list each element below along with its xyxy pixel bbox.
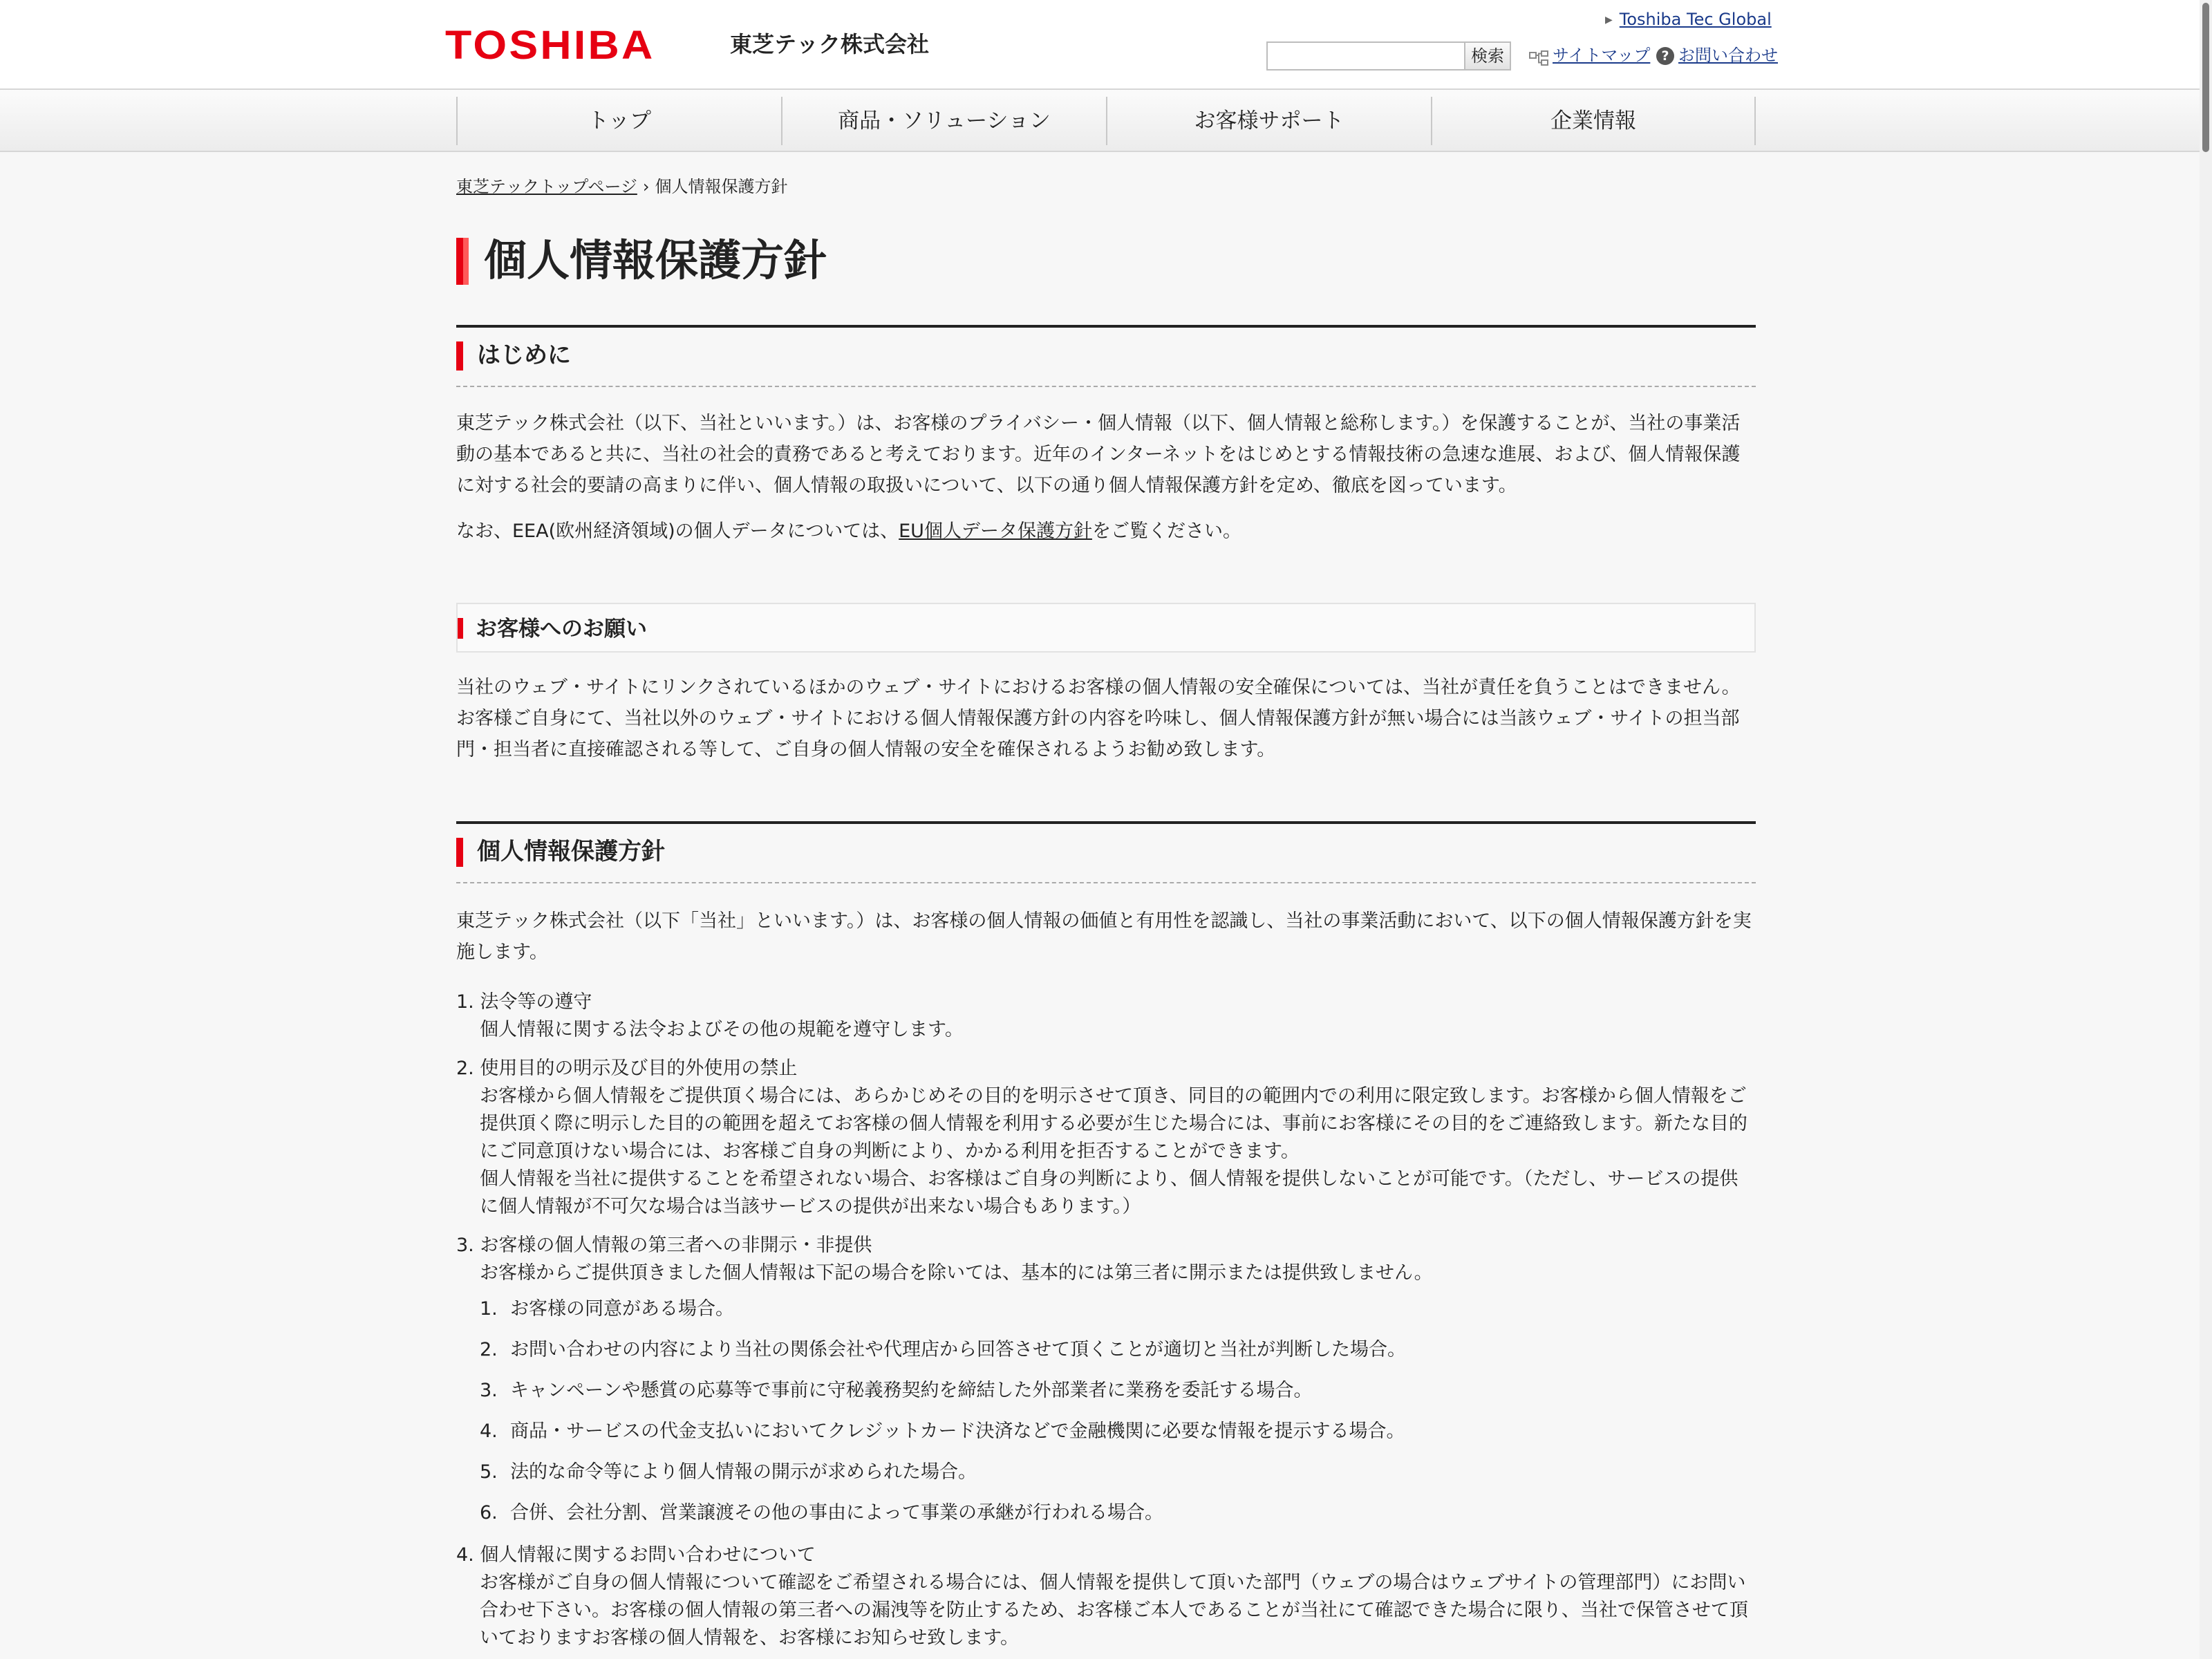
breadcrumb-current: 個人情報保護方針: [655, 177, 788, 196]
sub-item-number: 4.: [480, 1421, 498, 1442]
sub-item-text: 商品・サービスの代金支払いにおいてクレジットカード決済などで金融機関に必要な情報を提示する場合。: [510, 1421, 1405, 1442]
sub-item-number: 2.: [480, 1339, 498, 1360]
intro-paragraph: 東芝テック株式会社（以下、当社といいます。）は、お客様のプライバシー・個人情報（以下、個人情報と総称します。）を保護することが、当社の事業活動の基本であると共に、当社の社会的責務であると考えております。近年のインターネットをはじめとする情報技術の急速な進展、および、個人情報保護に対する社会的要請の高まりに伴い、個人情報の取扱いについて、以下の通り個人情報保護方針を定め、徹底を図っています。: [456, 413, 1741, 496]
policy-item-body: お客様から個人情報をご提供頂く場合には、あらかじめその目的を明示させて頂き、同目的の範囲内での利用に限定致します。お客様から個人情報をご提供頂く際に明示した目的の範囲を超えてお客様の個人情報を利用する必要が生じた場合には、事前にお客様にその目的をご連絡致します。新たな目的にご同意頂けない場合には、お客様ご自身の判断により、かかる利用を拒否することができます。: [480, 1085, 1747, 1162]
subheading-text: お客様へのお願い: [476, 617, 647, 641]
nav-item-company[interactable]: 企業情報: [1431, 97, 1756, 145]
nav-item-products[interactable]: 商品・ソリューション: [781, 97, 1106, 145]
nav-item-support[interactable]: お客様サポート: [1106, 97, 1431, 145]
sub-item-text: 法的な命令等により個人情報の開示が求められた場合。: [510, 1461, 977, 1483]
page-title-text: 個人情報保護方針: [484, 235, 827, 285]
site-header: [0, 0, 2212, 88]
section-heading-text: 個人情報保護方針: [477, 838, 665, 865]
request-paragraph: 当社のウェブ・サイトにリンクされているほかのウェブ・サイトにおけるお客様の個人情報の安全確保については、当社が責任を負うことはできません。お客様ご自身にて、当社以外のウェブ・サイトにおける個人情報保護方針の内容を吟味し、個人情報保護方針が無い場合には当該ウェブ・サイトの担当部門・担当者に直接確認される等して、ご自身の個人情報の安全を確保されるようお勧め致します。: [456, 677, 1741, 760]
policy-sub-item: [480, 1418, 1405, 1445]
sub-item-text: キャンペーンや懸賞の応募等で事前に守秘義務契約を締結した外部業者に業務を委託する場合。: [510, 1380, 1313, 1401]
section-heading-intro: [456, 325, 1756, 387]
breadcrumb: [456, 173, 787, 200]
policy-item-title: 3. お客様の個人情報の第三者への非開示・非提供: [456, 1235, 872, 1256]
sitemap-link[interactable]: サイトマップ: [1553, 46, 1651, 65]
sub-item-number: 5.: [480, 1461, 498, 1483]
policy-intro: 東芝テック株式会社（以下「当社」といいます。）は、お客様の個人情報の価値と有用性を認識し、当社の事業活動において、以下の個人情報保護方針を実施します。: [456, 910, 1752, 963]
contact-link-group: [1656, 41, 1778, 69]
policy-item-body: お客様がご自身の個人情報について確認をご希望される場合には、個人情報を提供して頂いた部門（ウェブの場合はウェブサイトの管理部門）にお問い合わせ下さい。お客様の個人情報の第三者への漏洩等を防止するため、お客様ご本人であることが当社にて確認できた場合に限り、当社で保管させて頂いておりますお客様の個人情報を、お客様にお知らせ致します。: [480, 1572, 1748, 1649]
breadcrumb-home-link[interactable]: 東芝テックトップページ: [456, 177, 637, 196]
company-name: 東芝テック株式会社: [730, 31, 930, 57]
section-heading-text: はじめに: [477, 341, 571, 369]
policy-sub-item: [480, 1295, 734, 1323]
sub-item-number: 1.: [480, 1298, 498, 1320]
policy-sub-item: [480, 1377, 1312, 1405]
policy-item-title: 1. 法令等の遵守: [456, 991, 592, 1013]
sub-item-text: お問い合わせの内容により当社の関係会社や代理店から回答させて頂くことが適切と当社が判断した場合。: [510, 1339, 1406, 1360]
contact-link[interactable]: お問い合わせ: [1678, 46, 1778, 65]
nav-item-top[interactable]: トップ: [456, 97, 781, 145]
scrollbar-thumb[interactable]: [2202, 3, 2209, 152]
sub-item-number: 6.: [480, 1502, 498, 1524]
toshiba-logo[interactable]: TOSHIBA: [445, 23, 655, 68]
eu-note-suffix: をご覧ください。: [1091, 521, 1241, 542]
section-heading-policy: [456, 821, 1756, 883]
heading-accent-bar: [456, 838, 463, 867]
policy-item-title: 2. 使用目的の明示及び目的外使用の禁止: [456, 1058, 798, 1079]
sitemap-link-group: [1529, 41, 1650, 69]
intro-eu-note: [456, 516, 1756, 547]
sub-item-number: 3.: [480, 1380, 498, 1401]
heading-accent-bar: [456, 341, 463, 371]
page-title: [456, 235, 827, 286]
search-button[interactable]: 検索: [1464, 41, 1511, 71]
sub-item-text: 合併、会社分割、営業譲渡その他の事由によって事業の承継が行われる場合。: [510, 1502, 1163, 1524]
policy-item-body-2: 個人情報を当社に提供することを希望されない場合、お客様はご自身の判断により、個人情報を提供しないことが可能です。（ただし、サービスの提供に個人情報が不可欠な場合は当該サービスの提供が出来ない場合もあります。）: [480, 1168, 1738, 1217]
policy-item-title: 4. 個人情報に関するお問い合わせについて: [456, 1544, 816, 1566]
scrollbar-track[interactable]: [2200, 0, 2212, 1659]
eu-note-prefix: なお、EEA(欧州経済領域)の個人データについては、: [456, 521, 899, 542]
eu-policy-link[interactable]: EU個人データ保護方針: [899, 521, 1092, 542]
global-nav: [0, 88, 2212, 152]
arrow-right-icon: ▶: [1605, 15, 1613, 26]
sub-item-text: お客様の同意がある場合。: [510, 1298, 734, 1320]
search-input[interactable]: [1266, 41, 1465, 71]
question-icon: ?: [1656, 47, 1674, 65]
breadcrumb-separator: ›: [642, 177, 650, 196]
toshiba-tec-global-link[interactable]: Toshiba Tec Global: [1619, 10, 1772, 29]
global-link: [1605, 7, 1772, 32]
policy-item-body: お客様からご提供頂きました個人情報は下記の場合を除いては、基本的には第三者に開示または提供致しません。: [480, 1262, 1433, 1284]
policy-sub-item: [480, 1499, 1163, 1527]
title-accent-bar: [456, 238, 469, 285]
subheading-request: [456, 603, 1756, 653]
policy-item-body: 個人情報に関する法令およびその他の規範を遵守します。: [480, 1019, 964, 1040]
sitemap-icon: [1529, 48, 1550, 64]
policy-sub-item: [480, 1459, 977, 1486]
subheading-accent-bar: [458, 618, 463, 639]
policy-sub-item: [480, 1336, 1406, 1364]
